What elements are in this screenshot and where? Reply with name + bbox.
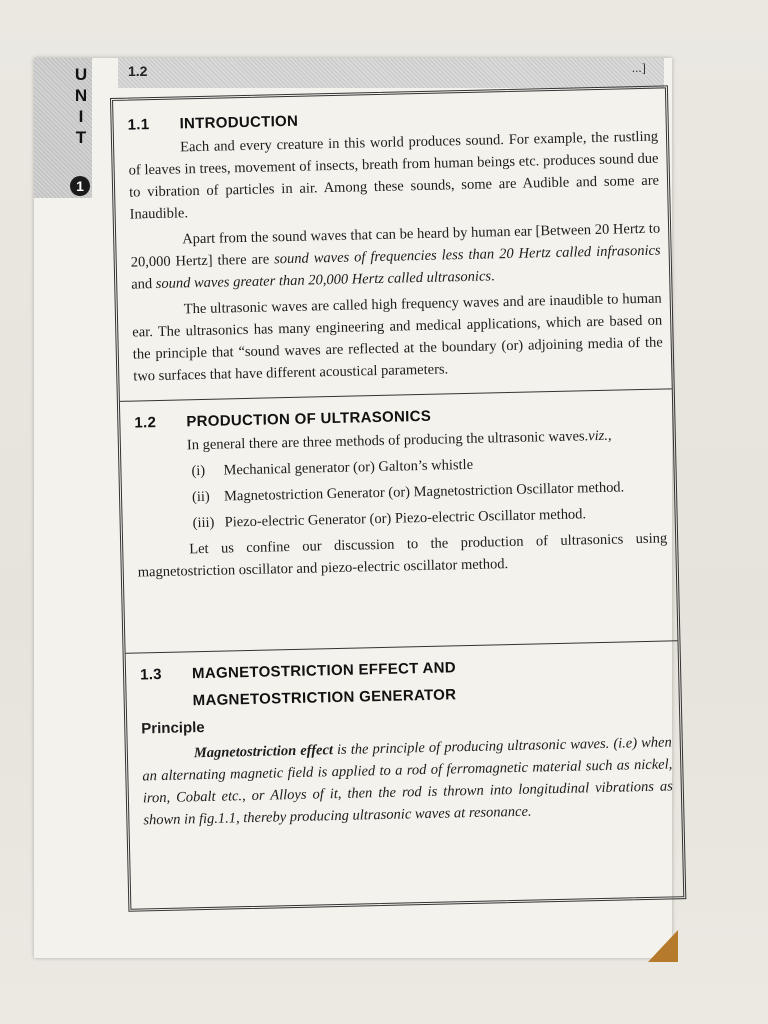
unit-number-badge: 1 [70, 176, 90, 196]
page-header-bar [118, 58, 664, 88]
section-heading-line2 [141, 681, 671, 710]
italic-run: sound waves greater than 20,000 Hertz called ultrasonics [155, 268, 492, 293]
paragraph: Each and every creature in this world produces sound. For example, the rustling of leaves in trees, movement of insects, breath from human beings etc. produces sound due to vibration of particles in air. Among these sounds, some are Audible and some are Inaudible. [128, 128, 660, 223]
list-text: Magnetostriction Generator (or) Magnetostriction Oscillator method. [223, 479, 625, 505]
paragraph [142, 731, 674, 831]
section-heading [140, 654, 670, 683]
list-label: (i) [191, 462, 206, 480]
section-production [120, 388, 678, 653]
section-title: MAGNETOSTRICTION GENERATOR [192, 686, 457, 710]
unit-label [70, 64, 92, 148]
italic-run: sound waves of frequencies less than 20 Hertz called infrasonics [273, 242, 661, 268]
list-label: (iii) [192, 514, 215, 532]
unit-letter: I [78, 107, 84, 126]
list-text: Piezo-electric Generator (or) Piezo-electric Oscillator method. [224, 506, 587, 531]
text-run: In general there are three methods of producing the ultrasonic waves. [186, 428, 589, 454]
page-number: 1.2 [128, 63, 148, 79]
section-number: 1.2 [134, 414, 157, 432]
unit-letter: T [75, 128, 87, 147]
section-number: 1.3 [139, 665, 163, 684]
paragraph: Let us confine our discussion to the production of ultrasonics using magnetostriction oscillator and piezo-electric oscillator method. [137, 530, 668, 581]
paragraph: The ultrasonic waves are called high frequency waves and are inaudible to human ear. The ultrasonics has many engineering and medical applications, which are based on the principle that “sound waves are reflected at the boundary (or) adjoining media of the two surfaces that have different acoustical parameters. [132, 290, 663, 385]
text-run: and [131, 276, 156, 293]
unit-letter: N [74, 86, 88, 105]
text-run: Apart from the sound waves that can be heard by human ear [Between 20 Hertz to 20,000 Hertz] there are [130, 220, 661, 271]
section-magnetostriction [126, 640, 684, 902]
section-title: MAGNETOSTRICTION EFFECT AND [191, 659, 457, 683]
unit-letter: U [74, 65, 88, 84]
content-frame [110, 85, 686, 911]
header-edge-text: ...] [631, 60, 646, 75]
section-number: 1.1 [127, 116, 150, 134]
paragraph [130, 218, 661, 296]
subheading: Principle [141, 719, 205, 738]
bold-run: Magnetostriction effect [193, 742, 334, 762]
list-label: (ii) [191, 488, 210, 506]
list-text: Mechanical generator (or) Galton’s whistle [223, 456, 474, 479]
section-title: INTRODUCTION [179, 112, 299, 133]
section-introduction [113, 88, 672, 401]
text-run: is the principle of producing ultrasonic waves. (i.e) when an alternating magnetic field is applied to a rod of ferromagnetic material such as nickel, iron, Cobalt etc., or Alloys of it, then the rod is thrown into longitudinal vibrations as shown in fig.1.1, thereby producing ultrasonic waves at resonance. [142, 734, 673, 829]
text-run: . [490, 268, 495, 285]
italic-run: viz., [588, 427, 612, 445]
section-title: PRODUCTION OF ULTRASONICS [186, 407, 432, 431]
